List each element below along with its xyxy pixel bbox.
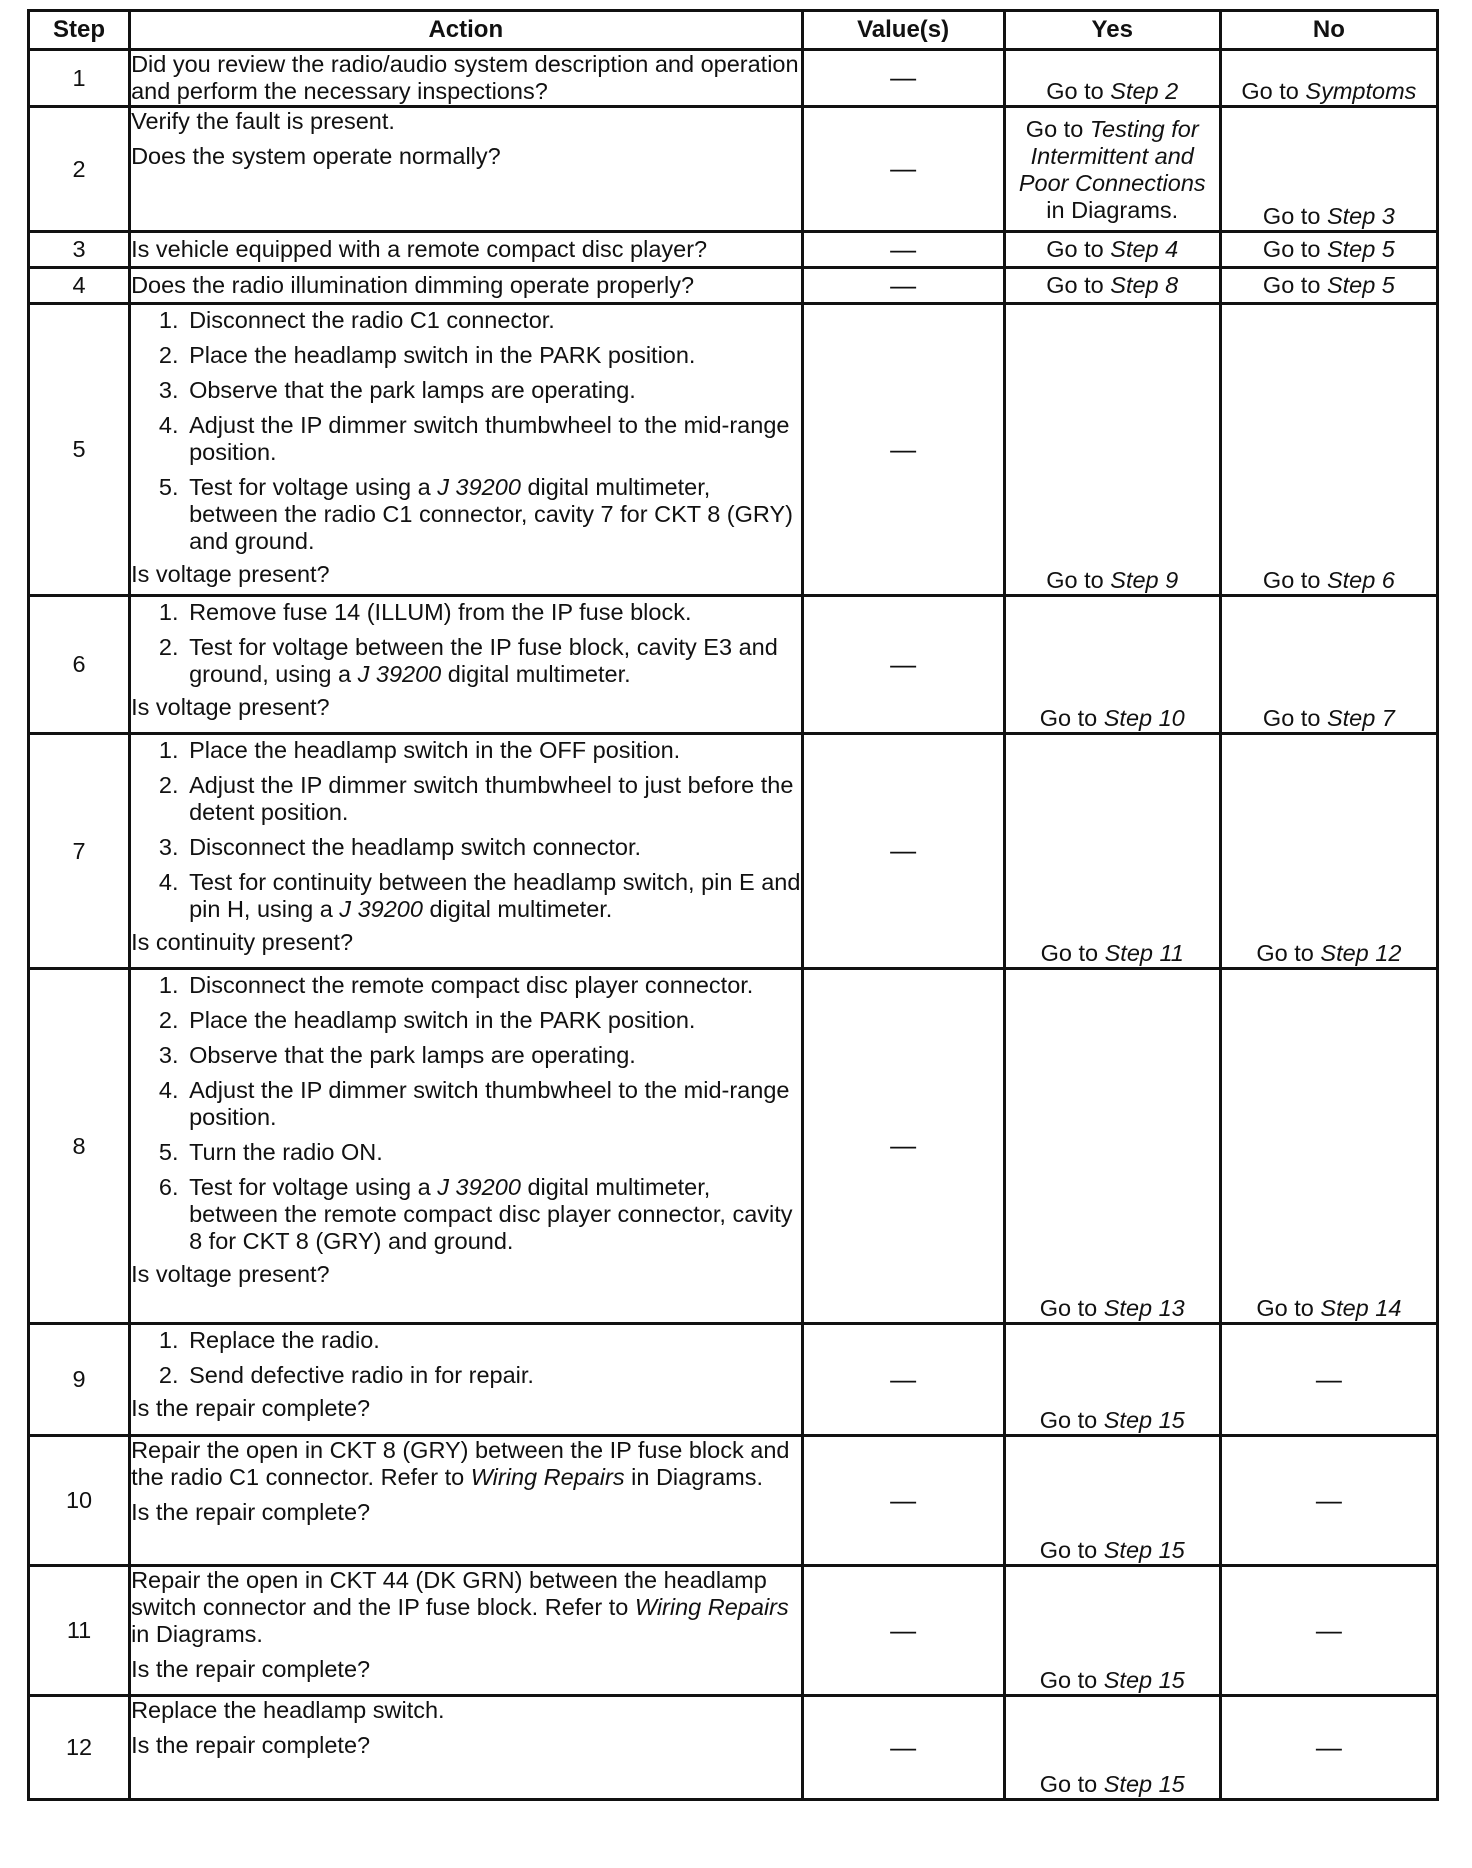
table-row [29, 1436, 1438, 1566]
yes-ref-link[interactable]: Step 4 [1110, 236, 1179, 263]
yes-cell [1004, 1566, 1220, 1696]
value-cell: — [802, 1696, 1004, 1800]
no-ref-link[interactable]: Step 12 [1320, 940, 1402, 967]
action-cell [130, 304, 802, 596]
no-ref-link[interactable]: Step 5 [1326, 272, 1395, 299]
action-steps [131, 972, 800, 1255]
no-cell [1220, 50, 1437, 107]
goto-label: Go to [1039, 1407, 1098, 1434]
action-step: 2. Adjust the IP dimmer switch thumbwheel to just before the detent position. [185, 772, 800, 826]
action-text: Verify the fault is present. [131, 108, 395, 135]
no-cell: — [1220, 1324, 1437, 1436]
goto-label: Go to [1039, 705, 1098, 732]
action-question: Does the system operate normally? [131, 143, 501, 170]
yes-ref-link[interactable]: Step 10 [1103, 705, 1185, 732]
goto-label: Go to [1262, 236, 1321, 263]
no-cell [1220, 268, 1437, 304]
yes-cell [1004, 268, 1220, 304]
action-steps [131, 1327, 800, 1389]
action-cell [130, 1566, 802, 1696]
goto-label: Go to [1262, 272, 1321, 299]
goto-label: Go to [1039, 1771, 1098, 1798]
no-ref-link[interactable]: Step 5 [1326, 236, 1395, 263]
action-step: 4. Test for continuity between the headlamp switch, pin E and pin H, using a J 39200 digital multimeter. [185, 869, 800, 923]
header-row [29, 11, 1438, 50]
action-cell [130, 734, 802, 969]
table-row [29, 1566, 1438, 1696]
yes-cell [1004, 50, 1220, 107]
action-cell [130, 268, 802, 304]
action-cell [130, 596, 802, 734]
action-step: 3. Observe that the park lamps are operating. [185, 1042, 800, 1069]
action-cell [130, 969, 802, 1324]
tool-ref: J 39200 [339, 896, 423, 923]
yes-ref-link[interactable]: Step 9 [1110, 567, 1179, 594]
action-cell [130, 1696, 802, 1800]
yes-ref-link[interactable]: Step 15 [1103, 1667, 1185, 1694]
goto-label: Go to [1262, 567, 1321, 594]
step-number: 11 [29, 1566, 130, 1696]
action-step: 1. Replace the radio. [185, 1327, 800, 1354]
table-row [29, 232, 1438, 268]
table-row [29, 304, 1438, 596]
action-step: 2. Test for voltage between the IP fuse block, cavity E3 and ground, using a J 39200 digital multimeter. [185, 634, 800, 688]
step-number: 8 [29, 969, 130, 1324]
step-number: 3 [29, 232, 130, 268]
yes-cell [1004, 1436, 1220, 1566]
yes-cell [1004, 969, 1220, 1324]
action-cell [130, 50, 802, 107]
yes-ref-link[interactable]: Testing for Intermittent and Poor Connections [1018, 116, 1206, 197]
action-step: 1. Disconnect the remote compact disc player connector. [185, 972, 800, 999]
yes-ref-link[interactable]: Step 15 [1103, 1771, 1185, 1798]
action-step: 1. Disconnect the radio C1 connector. [185, 307, 800, 334]
value-cell: — [802, 304, 1004, 596]
goto-label: Go to [1256, 940, 1314, 967]
action-question: Is the repair complete? [131, 1656, 371, 1683]
table-row [29, 596, 1438, 734]
step-number: 6 [29, 596, 130, 734]
no-cell [1220, 596, 1437, 734]
value-cell: — [802, 1324, 1004, 1436]
goto-label: Go to [1039, 1295, 1098, 1322]
action-step: 5. Test for voltage using a J 39200 digital multimeter, between the radio C1 connector, cavity 7 for CKT 8 (GRY) and ground. [185, 474, 800, 555]
action-steps [131, 737, 800, 923]
value-cell: — [802, 1436, 1004, 1566]
diagnostic-table-container [27, 9, 1439, 1801]
yes-ref-link[interactable]: Step 13 [1103, 1295, 1185, 1322]
no-cell: — [1220, 1566, 1437, 1696]
action-step: 6. Test for voltage using a J 39200 digital multimeter, between the remote compact disc player connector, cavity 8 for CKT 8 (GRY) and ground. [185, 1174, 800, 1255]
header-step: Step [29, 11, 130, 50]
yes-cell [1004, 107, 1220, 232]
yes-ref-link[interactable]: Step 8 [1110, 272, 1179, 299]
value-cell: — [802, 107, 1004, 232]
action-step: 2. Send defective radio in for repair. [185, 1362, 800, 1389]
no-cell: — [1220, 1436, 1437, 1566]
action-text: Repair the open in CKT 44 (DK GRN) between the headlamp switch connector and the IP fuse block. Refer to Wiring Repairs in Diagrams. [131, 1567, 789, 1648]
goto-label: Go to [1262, 203, 1321, 230]
no-ref-link[interactable]: Step 6 [1326, 567, 1395, 594]
no-cell [1220, 232, 1437, 268]
yes-cell [1004, 304, 1220, 596]
step-number: 4 [29, 268, 130, 304]
action-cell [130, 1324, 802, 1436]
yes-cell [1004, 232, 1220, 268]
table-row [29, 107, 1438, 232]
yes-cell [1004, 1696, 1220, 1800]
action-step: 1. Place the headlamp switch in the OFF position. [185, 737, 800, 764]
step-number: 7 [29, 734, 130, 969]
value-cell: — [802, 268, 1004, 304]
action-question: Is the repair complete? [131, 1499, 371, 1526]
header-no: No [1220, 11, 1437, 50]
action-step: 2. Place the headlamp switch in the PARK position. [185, 1007, 800, 1034]
value-cell: — [802, 596, 1004, 734]
header-values: Value(s) [802, 11, 1004, 50]
action-step: 3. Disconnect the headlamp switch connector. [185, 834, 800, 861]
no-ref-link[interactable]: Symptoms [1305, 78, 1417, 105]
action-cell [130, 107, 802, 232]
step-number: 1 [29, 50, 130, 107]
yes-ref-link[interactable]: Step 2 [1110, 78, 1179, 105]
value-cell: — [802, 1566, 1004, 1696]
action-steps [131, 599, 800, 688]
yes-ref-link[interactable]: Step 15 [1103, 1407, 1185, 1434]
goto-label: Go to [1046, 236, 1104, 263]
action-steps [131, 307, 800, 555]
action-step: 4. Adjust the IP dimmer switch thumbwheel to the mid-range position. [185, 412, 800, 466]
action-question: Is voltage present? [131, 561, 330, 588]
no-cell [1220, 107, 1437, 232]
header-action: Action [130, 11, 802, 50]
no-cell [1220, 969, 1437, 1324]
no-ref-link[interactable]: Step 14 [1320, 1295, 1402, 1322]
header-yes: Yes [1004, 11, 1220, 50]
action-step: 3. Observe that the park lamps are operating. [185, 377, 800, 404]
value-cell: — [802, 232, 1004, 268]
action-step: 4. Adjust the IP dimmer switch thumbwheel to the mid-range position. [185, 1077, 800, 1131]
yes-cell [1004, 734, 1220, 969]
goto-label: Go to [1046, 78, 1104, 105]
goto-label: Go to [1040, 940, 1099, 967]
action-text: Is vehicle equipped with a remote compact disc player? [131, 236, 708, 263]
step-number: 10 [29, 1436, 130, 1566]
table-row [29, 969, 1438, 1324]
goto-label: Go to [1241, 78, 1299, 105]
action-text: Replace the headlamp switch. [131, 1697, 445, 1724]
step-number: 9 [29, 1324, 130, 1436]
goto-label: Go to [1046, 567, 1104, 594]
step-number: 5 [29, 304, 130, 596]
goto-label: Go to [1025, 116, 1084, 143]
goto-label: Go to [1262, 705, 1321, 732]
table-row [29, 50, 1438, 107]
step-number: 2 [29, 107, 130, 232]
action-step: 5. Turn the radio ON. [185, 1139, 800, 1166]
goto-label: Go to [1039, 1537, 1098, 1564]
no-ref-link[interactable]: Step 7 [1326, 705, 1395, 732]
table-row [29, 1324, 1438, 1436]
no-cell: — [1220, 1696, 1437, 1800]
table-row [29, 268, 1438, 304]
yes-ref-link[interactable]: Step 15 [1103, 1537, 1185, 1564]
table-row [29, 1696, 1438, 1800]
yes-ref-link[interactable]: Step 11 [1104, 940, 1184, 967]
goto-label: Go to [1039, 1667, 1098, 1694]
action-text: Does the radio illumination dimming operate properly? [131, 272, 695, 299]
value-cell: — [802, 969, 1004, 1324]
action-cell [130, 1436, 802, 1566]
tool-ref: J 39200 [357, 661, 442, 688]
no-ref-link[interactable]: Step 3 [1326, 203, 1395, 230]
action-question: Is the repair complete? [131, 1395, 371, 1422]
value-cell: — [802, 50, 1004, 107]
yes-ref-suffix: in Diagrams. [1046, 197, 1179, 224]
action-question: Is continuity present? [131, 929, 354, 956]
action-step: 2. Place the headlamp switch in the PARK position. [185, 342, 800, 369]
wiring-repairs-link[interactable]: Wiring Repairs [470, 1464, 625, 1491]
action-text: Repair the open in CKT 8 (GRY) between the IP fuse block and the radio C1 connector. Refer to Wiring Repairs in Diagrams. [131, 1437, 790, 1491]
action-cell [130, 232, 802, 268]
action-question: Is the repair complete? [131, 1732, 371, 1759]
no-cell [1220, 304, 1437, 596]
action-question: Is voltage present? [131, 694, 330, 721]
action-step: 1. Remove fuse 14 (ILLUM) from the IP fuse block. [185, 599, 800, 626]
diagnostic-table [27, 9, 1439, 1801]
wiring-repairs-link[interactable]: Wiring Repairs [634, 1594, 789, 1621]
yes-cell [1004, 1324, 1220, 1436]
yes-cell [1004, 596, 1220, 734]
no-cell [1220, 734, 1437, 969]
goto-label: Go to [1046, 272, 1104, 299]
tool-ref: J 39200 [437, 1174, 521, 1201]
value-cell: — [802, 734, 1004, 969]
tool-ref: J 39200 [437, 474, 521, 501]
table-row [29, 734, 1438, 969]
step-number: 12 [29, 1696, 130, 1800]
action-text: Did you review the radio/audio system description and operation and perform the necessary inspections? [131, 51, 799, 105]
action-question: Is voltage present? [131, 1261, 330, 1288]
goto-label: Go to [1256, 1295, 1314, 1322]
